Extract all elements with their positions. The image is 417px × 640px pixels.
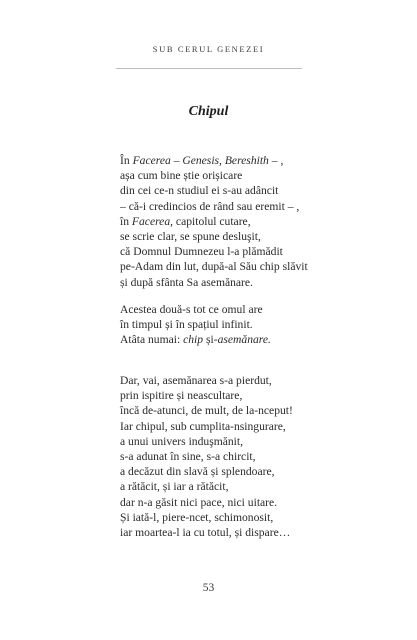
poem-line [120, 229, 308, 244]
poem-line [120, 259, 308, 274]
line-text: , capitolul cutare, [170, 214, 251, 228]
line-text: și- [203, 333, 218, 347]
poem-line [120, 464, 293, 479]
line-text: a rătăcit, și iar a rătăcit, [120, 480, 229, 494]
line-text: a unui univers induşmănit, [120, 434, 244, 448]
line-text: Dar, vai, asemănarea s-a pierdut, [120, 374, 272, 387]
line-text: pe-Adam din lut, după-al Său chip slăvit [120, 260, 308, 274]
line-text: încă de-atunci, de mult, de la-nceput! [120, 404, 293, 418]
poem-line [120, 183, 308, 198]
poem-line [120, 479, 293, 494]
poem-line [120, 373, 293, 388]
line-text: Iar chipul, sub cumplita-nsingurare, [120, 419, 286, 433]
poem-line [120, 199, 308, 214]
poem-line [120, 434, 293, 449]
line-text: – că-i credincios de rând sau eremit – , [120, 199, 300, 213]
line-text: Și iată-l, piere-ncet, schimonosit, [120, 510, 274, 524]
poem-line [120, 317, 271, 332]
line-text: din cei ce-n studiul ei s-au adâncit [120, 184, 279, 198]
line-text: în [120, 214, 132, 228]
poem-line [120, 168, 308, 183]
line-text: Atâta numai: [120, 333, 184, 347]
italic-text: asemănare. [217, 333, 271, 347]
poem-line [120, 153, 308, 168]
poem-line [120, 495, 293, 510]
header-divider [116, 68, 302, 69]
poem-line [120, 302, 271, 317]
poem-line [120, 388, 293, 403]
poem-line [120, 214, 308, 229]
poem-line [120, 275, 308, 290]
line-text: – , [268, 154, 284, 167]
line-text: așa cum bine știe orișicare [120, 169, 243, 183]
italic-text: Facerea [131, 214, 171, 228]
line-text: a decăzut din slavă și splendoare, [120, 465, 275, 479]
line-text: dar n-a găsit nici pace, nici uitare. [120, 495, 278, 509]
stanza-2 [120, 302, 271, 348]
poem-line [120, 332, 271, 347]
poem-line [120, 510, 293, 525]
line-text: că Domnul Dumnezeu l-a plămădit [120, 245, 283, 259]
poem-line [120, 403, 293, 418]
line-text: prin ispitire și neascultare, [120, 389, 243, 403]
line-text: s-a adunat în sine, s-a chircit, [120, 450, 256, 464]
running-head: SUB CERUL GENEZEI [152, 44, 265, 54]
line-text: și după sfânta Sa asemănare. [120, 275, 253, 289]
page-number: 53 [202, 582, 215, 594]
stanza-3 [120, 373, 293, 540]
italic-text: Facerea – Genesis, Bereshith [132, 154, 269, 167]
poem-line [120, 419, 293, 434]
poem-line [120, 449, 293, 464]
stanza-1 [120, 153, 308, 290]
poem-line [120, 525, 293, 540]
poem-title: Chipul [188, 104, 229, 119]
line-text: Acestea două-s tot ce omul are [120, 303, 263, 316]
line-text: se scrie clar, se spune desluşit, [120, 230, 261, 244]
poem-line [120, 244, 308, 259]
line-text: iar moartea-l ia cu totul, și dispare… [120, 526, 291, 540]
line-text: în timpul și în spațiul infinit. [120, 318, 253, 332]
line-text: În [120, 154, 133, 167]
italic-text: chip [183, 333, 204, 347]
